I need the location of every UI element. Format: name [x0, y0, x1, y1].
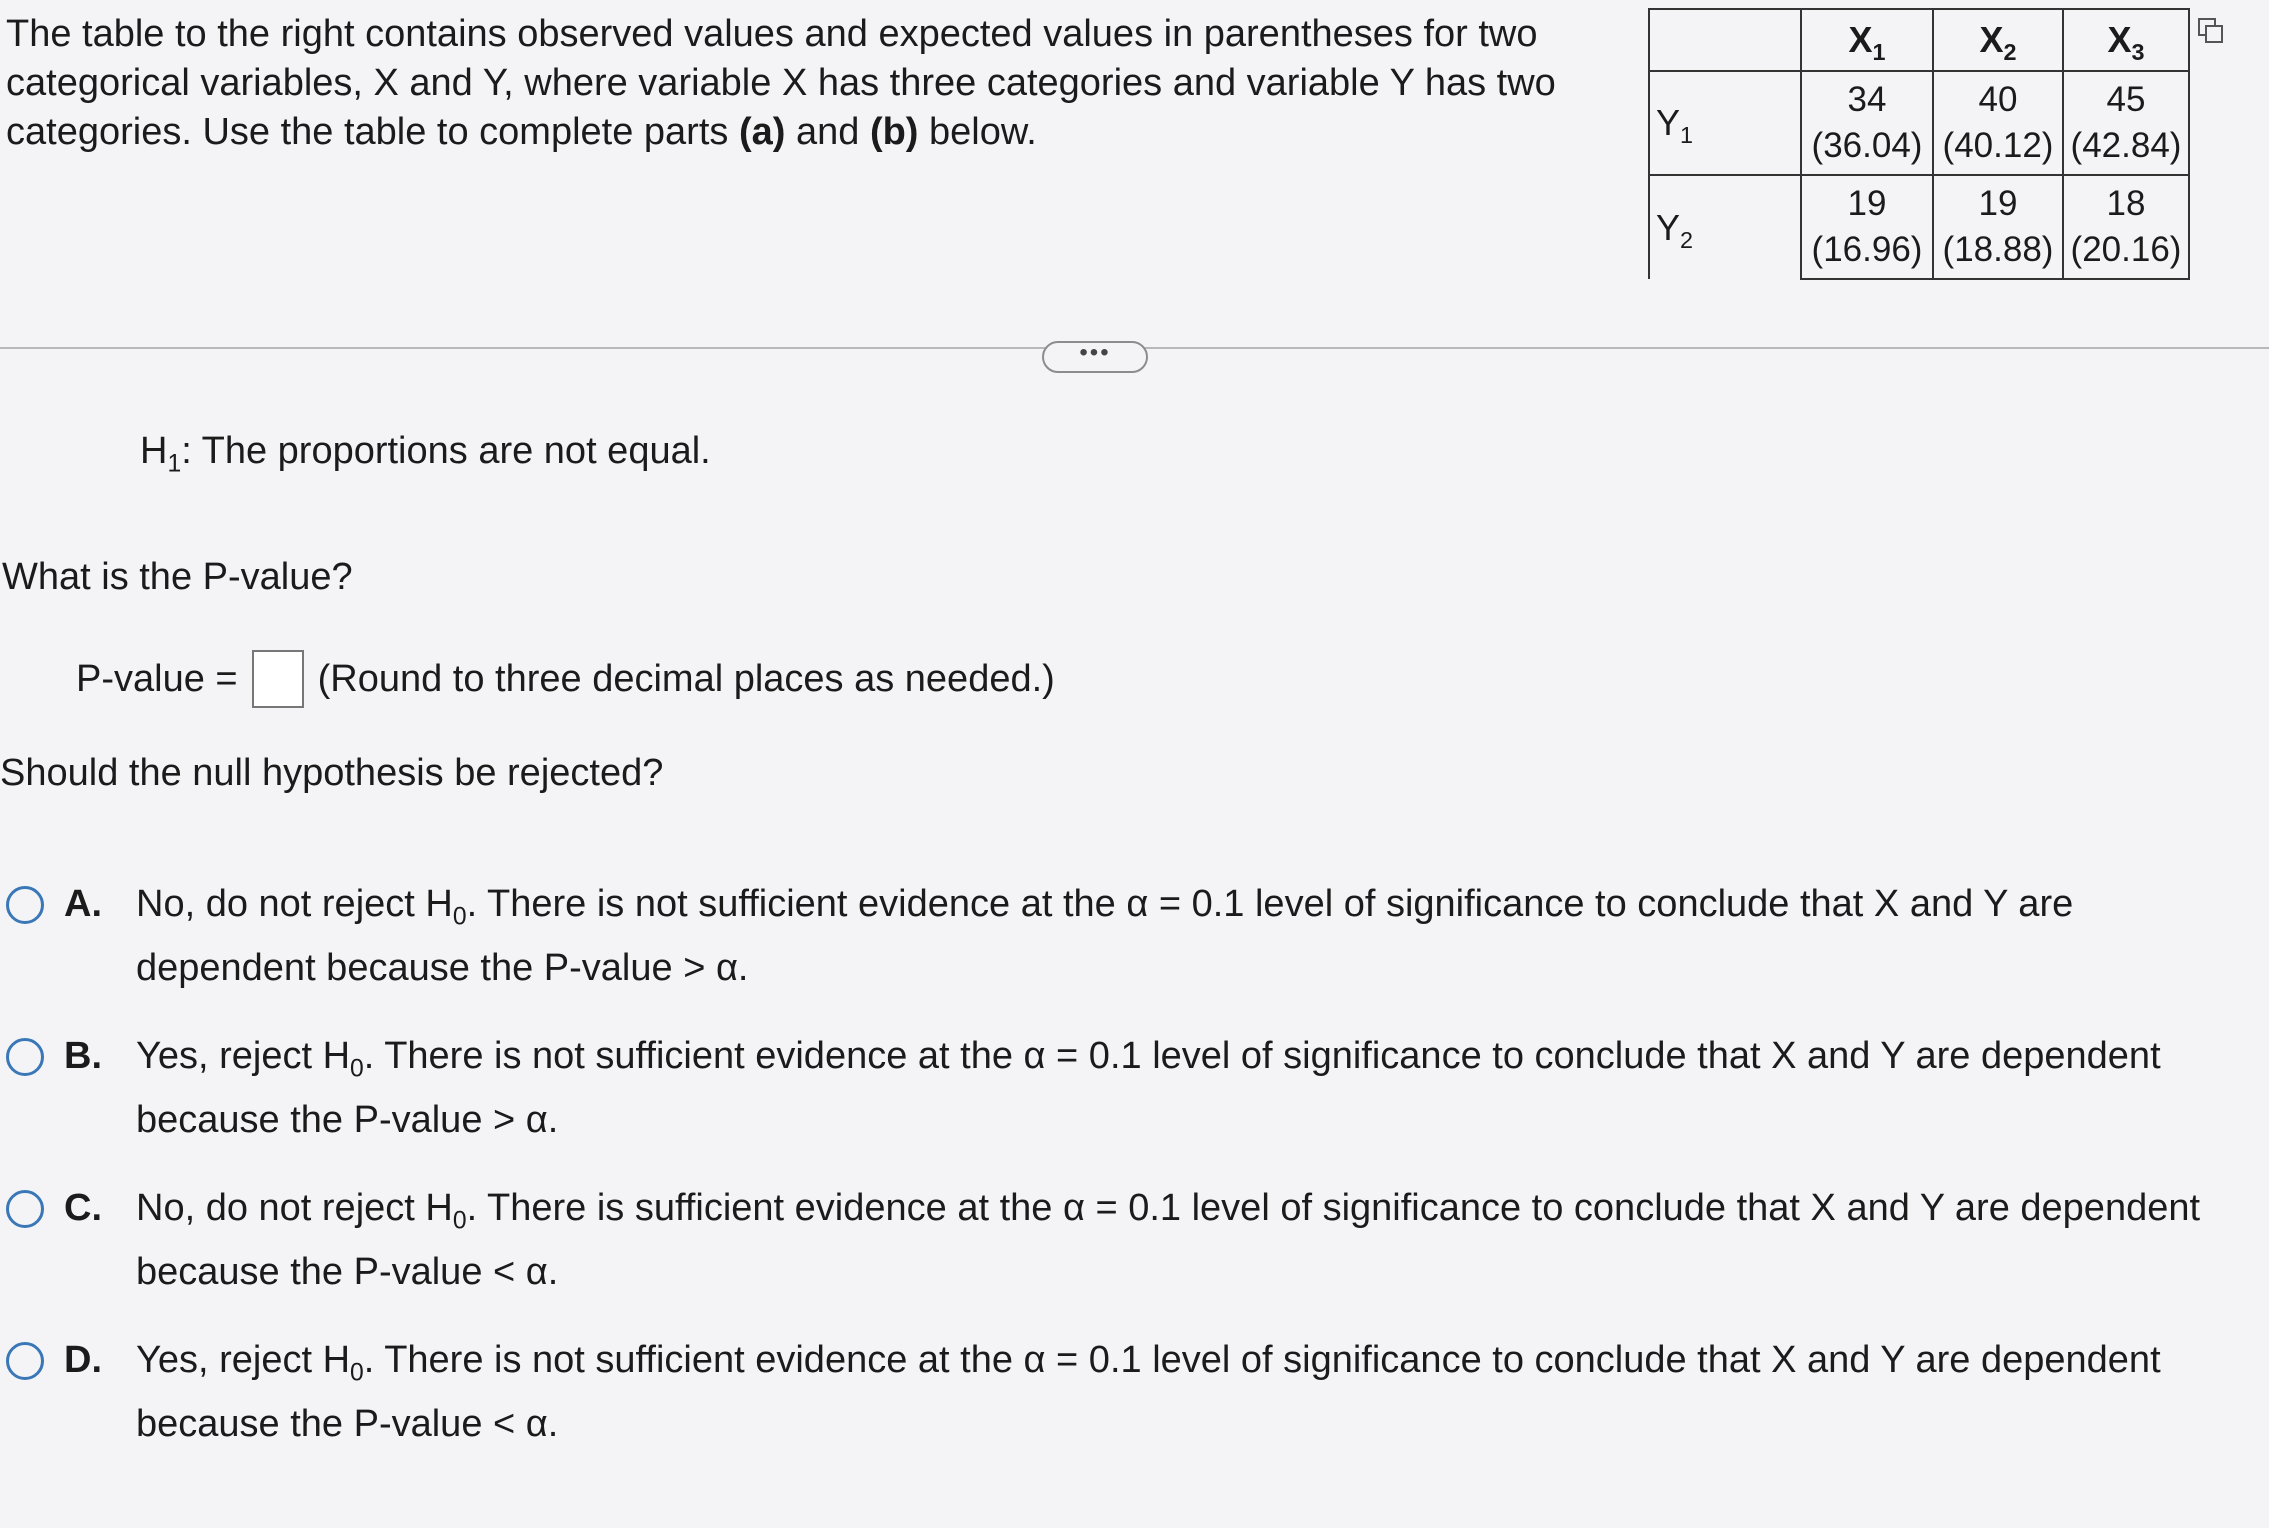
table-cell: 18 (20.16) [2063, 175, 2189, 279]
radio-b[interactable] [6, 1038, 44, 1076]
pvalue-label: P-value = [76, 657, 238, 700]
table-cell: 34 (36.04) [1801, 71, 1933, 175]
table-cell: 19 (16.96) [1801, 175, 1933, 279]
option-d[interactable] [0, 1328, 2250, 1458]
intro-end: below. [918, 111, 1037, 153]
option-text: No, do not reject $H_0$. There is sufficient evidence at the α = 0.1 level of significance to conclude that X and Y are dependent because the P-value < α. [136, 1187, 2201, 1293]
table-row [1649, 71, 2189, 175]
table-cell: 19 (18.88) [1933, 175, 2063, 279]
radio-d[interactable] [6, 1342, 44, 1380]
col-header-x2: $X_2$ [1933, 9, 2063, 71]
pvalue-hint: (Round to three decimal places as needed.) [317, 657, 1055, 700]
alternative-hypothesis: $H_1$: The proportions are not equal. [140, 430, 711, 478]
option-b[interactable] [0, 1024, 2250, 1154]
option-c[interactable] [0, 1176, 2250, 1306]
contingency-table [1648, 8, 2190, 280]
row-header-y2: $Y_2$ [1649, 175, 1801, 279]
problem-statement [6, 10, 1626, 157]
col-header-x1: $X_1$ [1801, 9, 1933, 71]
part-a-label: (a) [738, 111, 786, 153]
table-cell: 40 (40.12) [1933, 71, 2063, 175]
option-letter: A. [64, 883, 102, 925]
pvalue-question: What is the P-value? [2, 556, 353, 598]
option-letter: C. [64, 1187, 102, 1229]
intro-and: and [785, 111, 870, 153]
col-header-x3: $X_3$ [2063, 9, 2189, 71]
pvalue-row [76, 650, 1055, 708]
option-letter: B. [64, 1035, 102, 1077]
option-text: Yes, reject $H_0$. There is not sufficient evidence at the α = 0.1 level of significance to conclude that X and Y are dependent because the P-value > α. [136, 1035, 2161, 1141]
radio-c[interactable] [6, 1190, 44, 1228]
reject-question: Should the null hypothesis be rejected? [0, 752, 664, 794]
expand-more-button[interactable]: ••• [1042, 341, 1148, 373]
option-a[interactable] [0, 872, 2250, 1002]
option-text: Yes, reject $H_0$. There is not sufficient evidence at the α = 0.1 level of significance to conclude that X and Y are dependent because the P-value < α. [136, 1339, 2161, 1445]
option-letter: D. [64, 1339, 102, 1381]
table-corner [1649, 9, 1801, 71]
radio-a[interactable] [6, 886, 44, 924]
table-row [1649, 175, 2189, 279]
option-text: No, do not reject $H_0$. There is not sufficient evidence at the α = 0.1 level of significance to conclude that X and Y are dependent because the P-value > α. [136, 883, 2074, 989]
copy-table-icon[interactable] [2196, 16, 2226, 46]
row-header-y1: $Y_1$ [1649, 71, 1801, 175]
intro-text: The table to the right contains observed values and expected values in parentheses for two categorical variables, X and Y, where variable X has three categories and variable Y has two categories. Use the table to complete parts [6, 13, 1556, 153]
part-b-label: (b) [869, 111, 919, 153]
table-cell: 45 (42.84) [2063, 71, 2189, 175]
pvalue-input[interactable] [252, 650, 304, 708]
